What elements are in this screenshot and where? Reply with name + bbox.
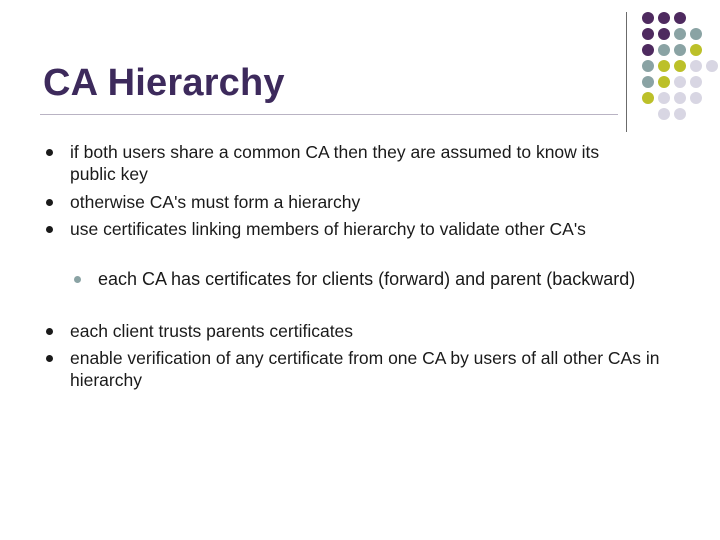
bullet-marker	[46, 328, 53, 335]
bullet-text: each client trusts parents certificates	[70, 321, 354, 341]
bullet-marker	[46, 149, 53, 156]
bullet-text: enable verification of any certificate from one CA by users of all other CAs in hierarchy	[70, 348, 660, 390]
bullet-text: otherwise CA's must form a hierarchy	[70, 192, 361, 212]
slide-title: CA Hierarchy	[43, 62, 285, 104]
sub-bullet-text: each CA has certificates for clients (forward) and parent (backward)	[98, 269, 636, 289]
bullet-marker	[46, 199, 53, 206]
sub-bullet-marker	[74, 276, 81, 283]
bullet-marker	[46, 355, 53, 362]
bullet-text: use certificates linking members of hierarchy to validate other CA's	[70, 219, 586, 239]
bullet-marker	[46, 226, 53, 233]
bullet-text: if both users share a common CA then they are assumed to know its public key	[70, 142, 600, 184]
